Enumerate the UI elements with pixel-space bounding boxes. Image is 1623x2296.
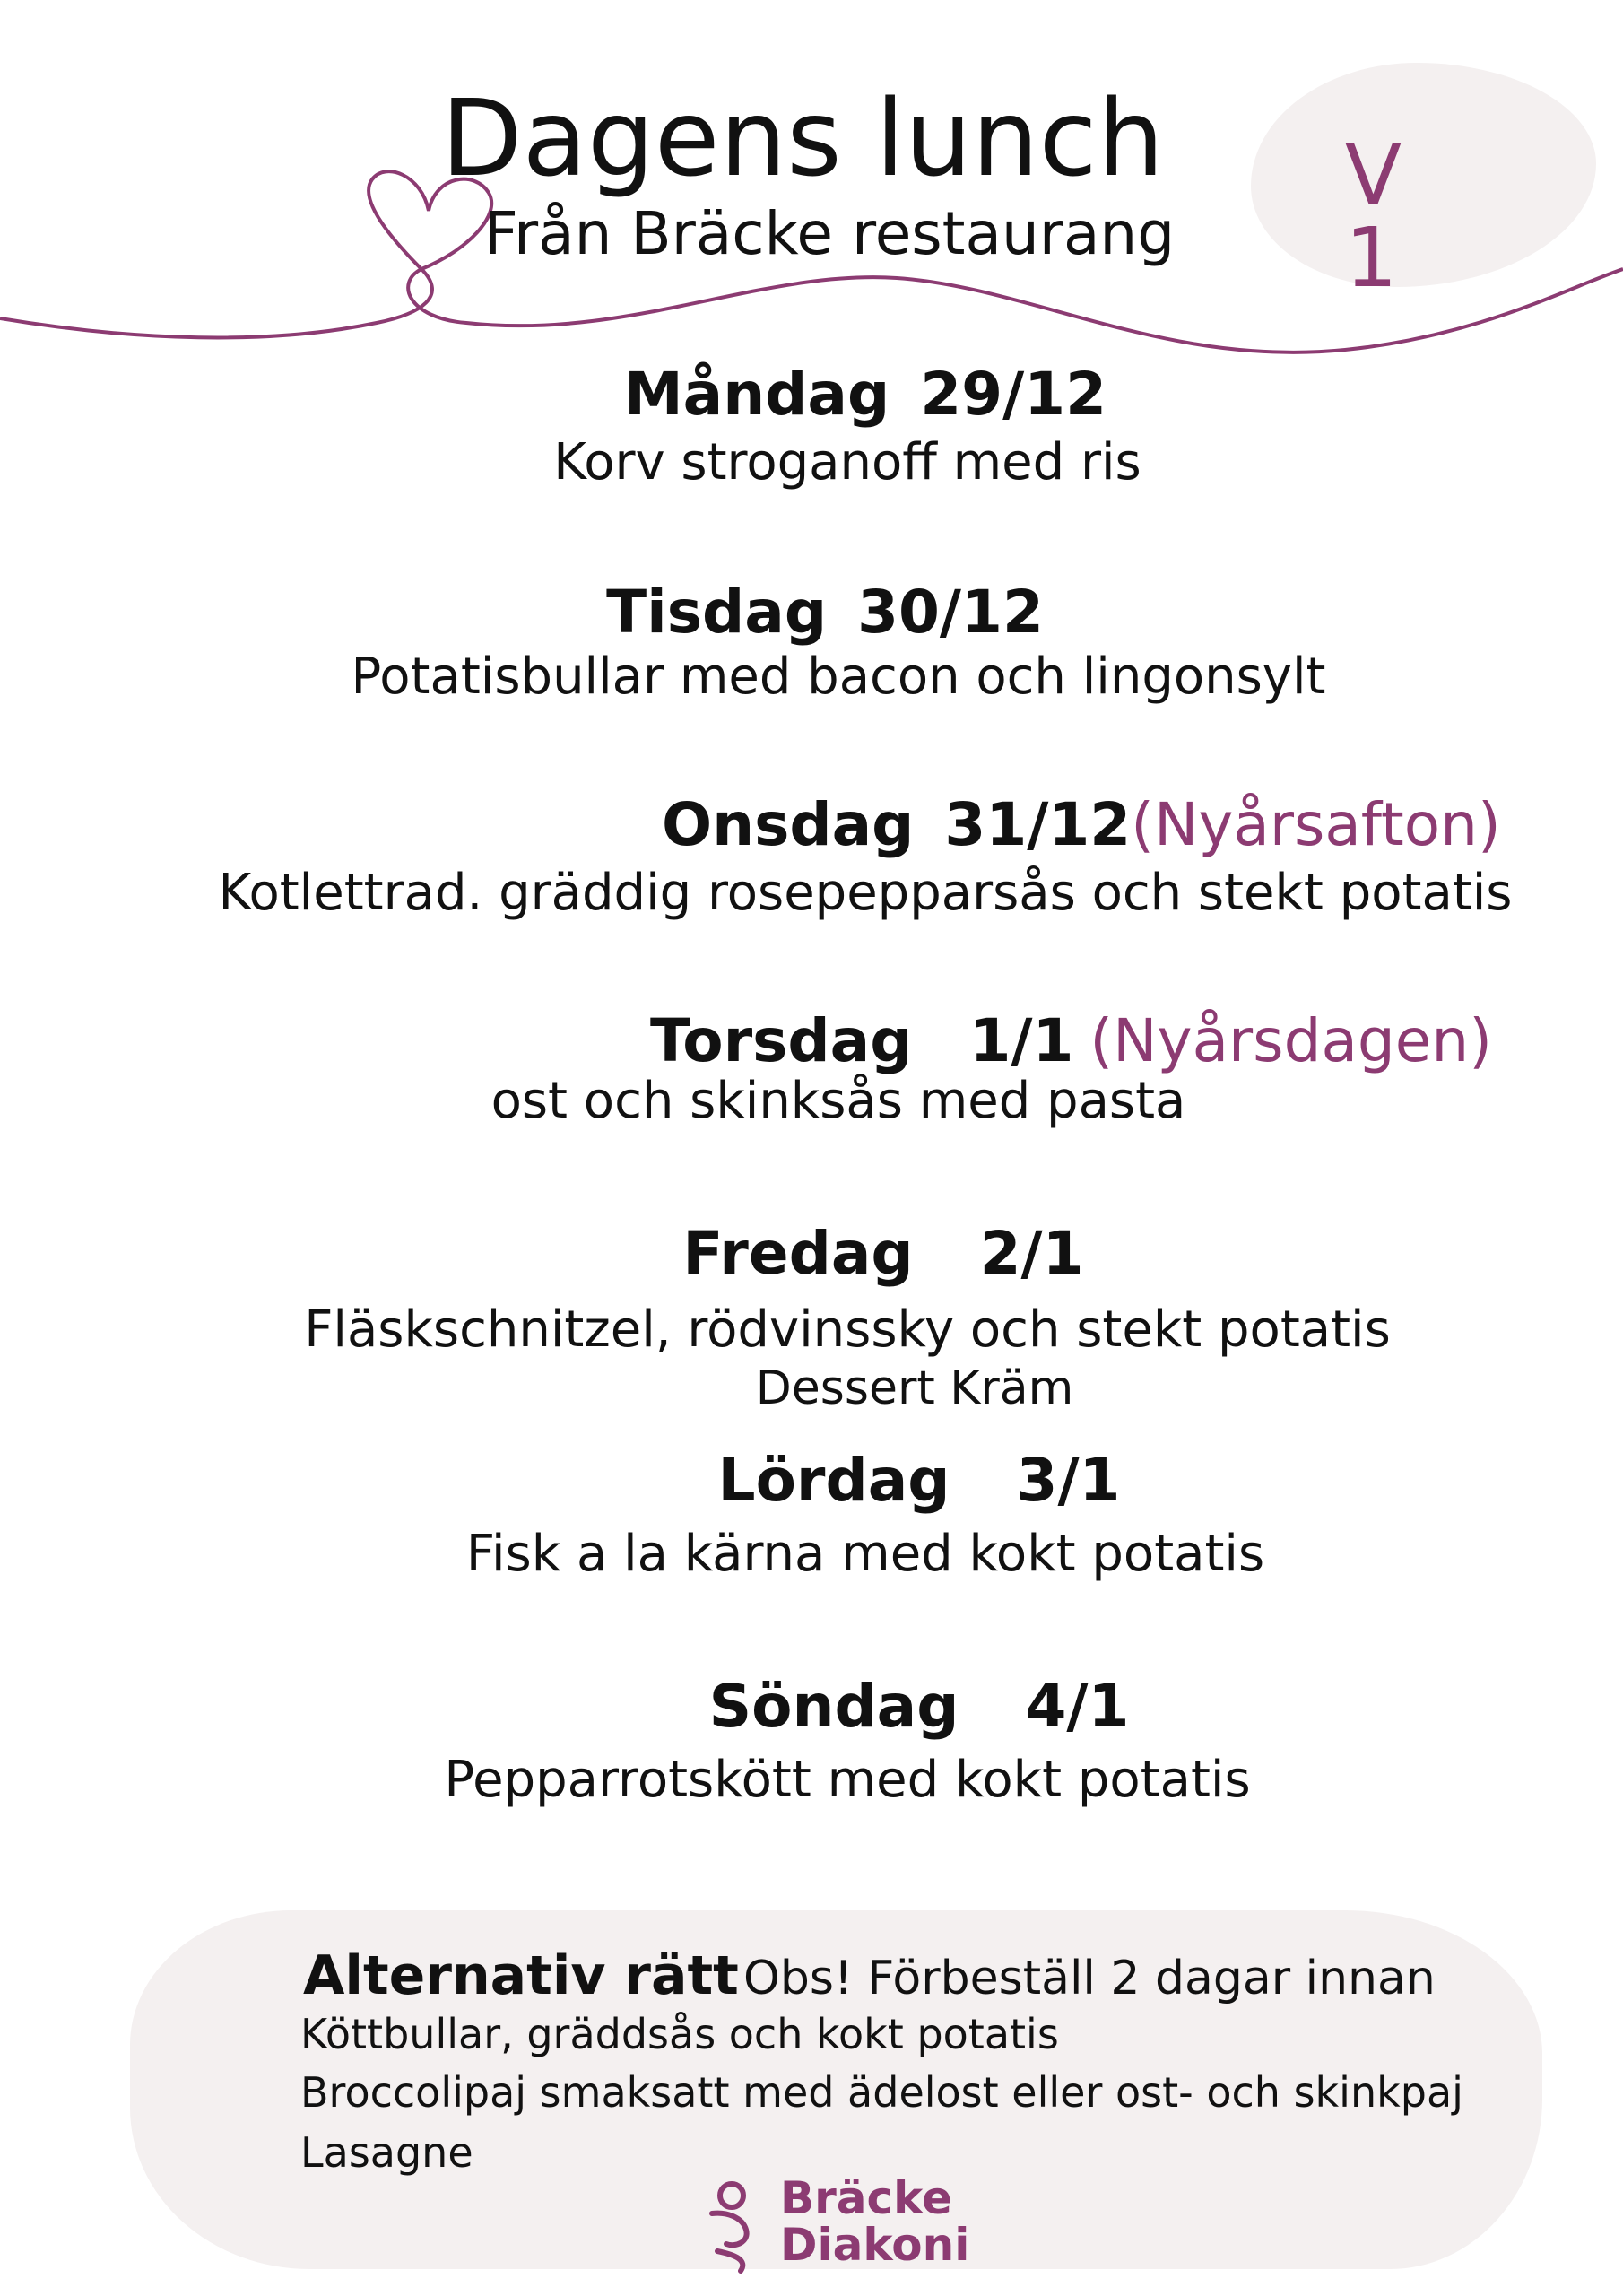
logo-line-1: Bräcke — [780, 2172, 952, 2224]
day-heading-thursday: Torsdag 1/1 (Nyårsdagen) — [650, 1006, 1492, 1075]
week-label — [1345, 127, 1524, 306]
day-heading-wednesday: Onsdag 31/12(Nyårsafton) — [662, 790, 1501, 859]
meal-wednesday: Kotlettrad. gräddig rosepepparsås och stekt potatis — [218, 864, 1513, 922]
alternative-note: Obs! Förbeställ 2 dagar innan — [742, 1952, 1436, 2005]
alternative-item: Broccolipaj smaksatt med ädelost eller ost- och skinkpaj — [300, 2068, 1463, 2117]
week-number: 1 — [1345, 210, 1402, 306]
page-subtitle: Från Bräcke restaurang — [483, 199, 1176, 268]
holiday-note: (Nyårsdagen) — [1089, 1006, 1492, 1075]
day-heading-friday: Fredag 2/1 — [682, 1219, 1084, 1288]
meal-saturday: Fisk a la kärna med kokt potatis — [465, 1525, 1265, 1583]
day-heading-monday: Måndag 29/12 — [623, 360, 1107, 429]
day-heading-saturday: Lördag 3/1 — [717, 1446, 1121, 1515]
logo-text — [780, 2172, 970, 2271]
alternative-item: Lasagne — [300, 2128, 473, 2177]
alternative-item: Köttbullar, gräddsås och kokt potatis — [300, 2010, 1059, 2058]
alternative-title: Alternativ rätt — [303, 1944, 739, 2007]
meal-tuesday: Potatisbullar med bacon och lingonsylt — [351, 648, 1326, 706]
dessert-friday: Dessert Kräm — [755, 1361, 1074, 1415]
alternative-heading — [303, 1944, 1436, 2007]
bracke-diakoni-logo-icon — [699, 2178, 762, 2274]
holiday-note: (Nyårsafton) — [1131, 790, 1501, 859]
meal-thursday: ost och skinksås med pasta — [490, 1072, 1186, 1130]
week-prefix: V — [1345, 127, 1405, 223]
day-heading-sunday: Söndag 4/1 — [708, 1672, 1130, 1741]
meal-friday: Fläskschnitzel, rödvinssky och stekt potatis — [304, 1300, 1391, 1359]
day-heading-tuesday: Tisdag 30/12 — [606, 578, 1044, 647]
page-title: Dagens lunch — [440, 76, 1165, 200]
meal-monday: Korv stroganoff med ris — [553, 433, 1141, 491]
logo-line-2: Diakoni — [780, 2219, 970, 2271]
meal-sunday: Pepparrotskött med kokt potatis — [444, 1751, 1251, 1809]
